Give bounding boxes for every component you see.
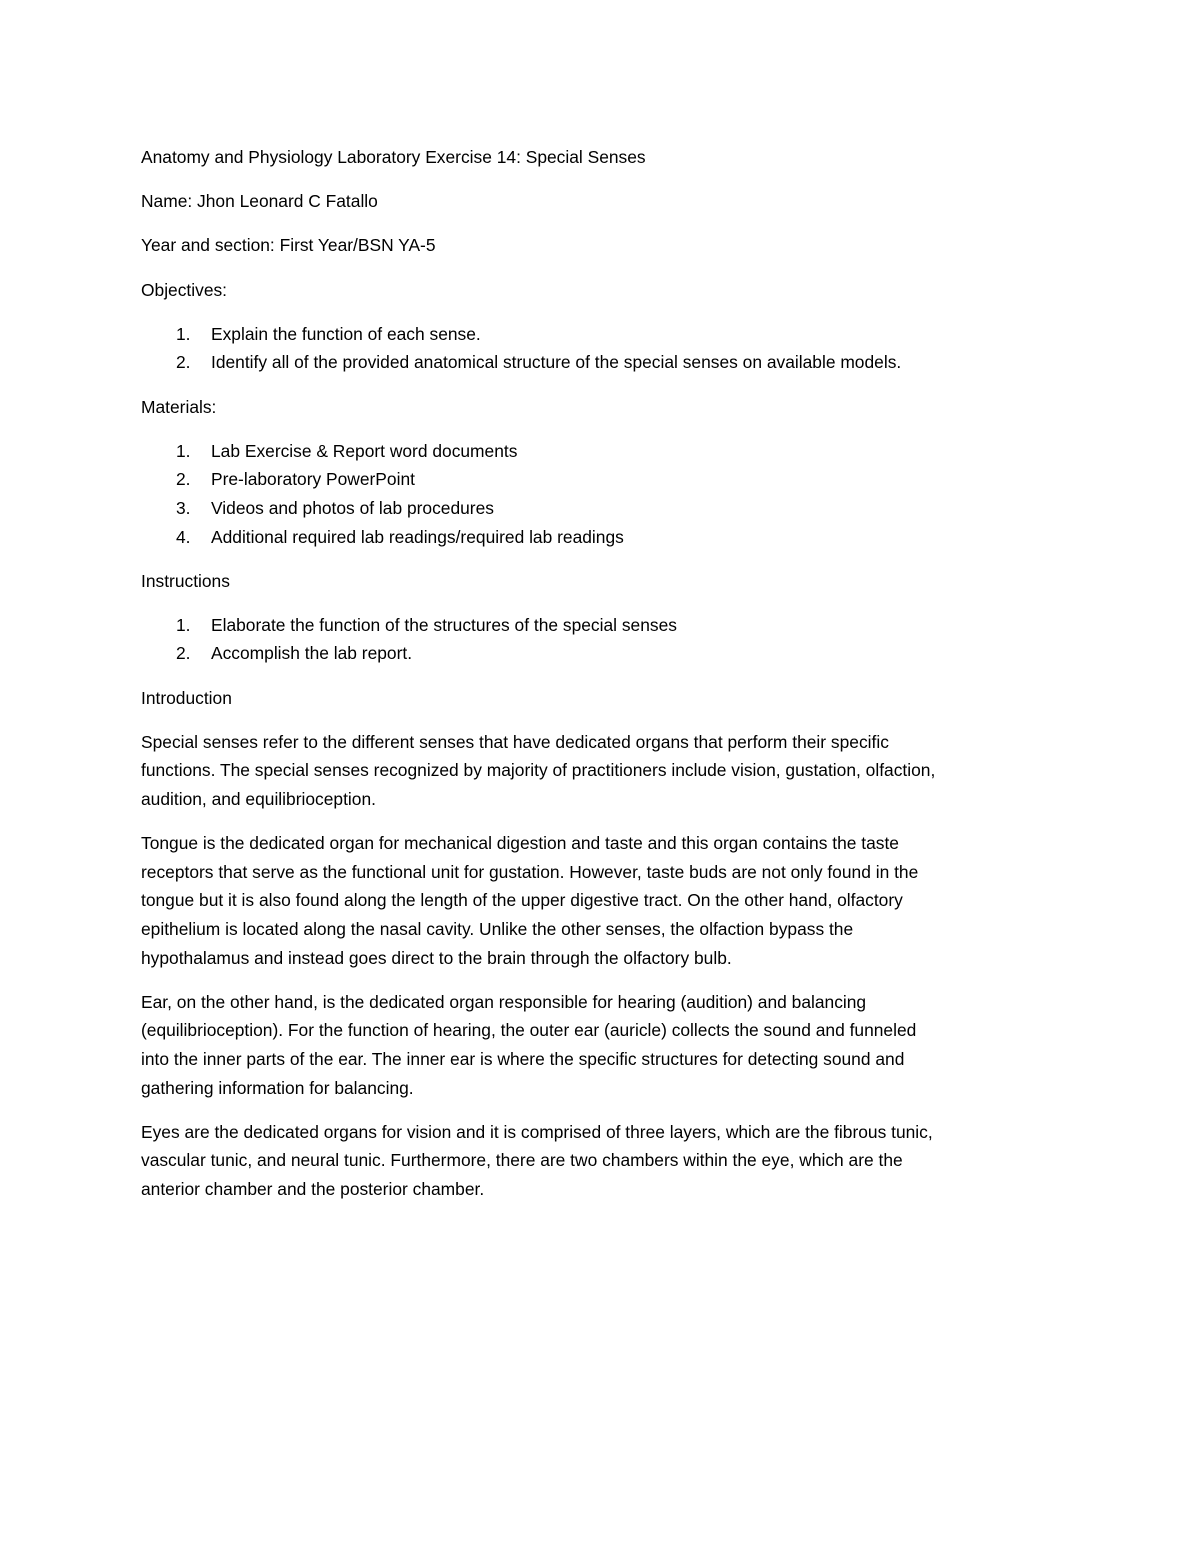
paragraph-line: anterior chamber and the posterior chamber.	[141, 1178, 485, 1199]
document-body	[141, 143, 1051, 1219]
student-name: Name: Jhon Leonard C Fatallo	[141, 191, 378, 212]
paragraph-line: gathering information for balancing.	[141, 1077, 414, 1098]
paragraph-line: tongue but it is also found along the length of the upper digestive tract. On the other hand, olfactory	[141, 890, 903, 911]
list-item: 2. Identify all of the provided anatomical structure of the special senses on available models.	[176, 352, 902, 373]
instructions-heading: Instructions	[141, 570, 230, 591]
list-item: 2. Pre-laboratory PowerPoint	[176, 469, 415, 490]
list-item: 3. Videos and photos of lab procedures	[176, 497, 494, 518]
paragraph-line: audition, and equilibrioception.	[141, 789, 376, 810]
paragraph-line: epithelium is located along the nasal cavity. Unlike the other senses, the olfaction bypass the	[141, 919, 854, 939]
objectives-list	[141, 320, 1051, 377]
introduction-paragraph	[141, 829, 1051, 972]
paragraph-line: Eyes are the dedicated organs for vision and it is comprised of three layers, which are the fibrous tunic,	[141, 1121, 933, 1142]
list-item: 4. Additional required lab readings/required lab readings	[176, 526, 624, 547]
materials-heading: Materials:	[141, 396, 217, 417]
document-title: Anatomy and Physiology Laboratory Exercise 14: Special Senses	[141, 147, 646, 167]
paragraph-line: Special senses refer to the different senses that have dedicated organs that perform their specific	[141, 731, 889, 752]
paragraph-line: vascular tunic, and neural tunic. Furthermore, there are two chambers within the eye, which are the	[141, 1150, 903, 1171]
materials-list	[141, 437, 1051, 551]
introduction-heading: Introduction	[141, 687, 232, 708]
year-section: Year and section: First Year/BSN YA-5	[141, 235, 436, 256]
paragraph-line: Ear, on the other hand, is the dedicated organ responsible for hearing (audition) and balancing	[141, 991, 867, 1012]
list-item: 1. Elaborate the function of the structures of the special senses	[176, 614, 677, 635]
list-item: 1. Explain the function of each sense.	[176, 323, 481, 344]
list-item: 1. Lab Exercise & Report word documents	[176, 440, 518, 461]
paragraph-line: hypothalamus and instead goes direct to the brain through the olfactory bulb.	[141, 947, 732, 968]
paragraph-line: into the inner parts of the ear. The inner ear is where the specific structures for detecting sound and	[141, 1048, 905, 1069]
introduction-paragraph	[141, 1118, 1051, 1204]
paragraph-line: functions. The special senses recognized by majority of practitioners include vision, gustation, olfaction,	[141, 760, 936, 781]
paragraph-line: Tongue is the dedicated organ for mechanical digestion and taste and this organ contains the taste	[141, 833, 899, 854]
list-item: 2. Accomplish the lab report.	[176, 643, 413, 664]
paragraph-line: (equilibrioception). For the function of hearing, the outer ear (auricle) collects the sound and funneled	[141, 1020, 917, 1041]
introduction-paragraph	[141, 728, 1051, 814]
introduction-paragraph	[141, 988, 1051, 1102]
instructions-list	[141, 611, 1051, 668]
paragraph-line: receptors that serve as the functional unit for gustation. However, taste buds are not only found in the	[141, 861, 919, 882]
objectives-heading: Objectives:	[141, 279, 228, 300]
